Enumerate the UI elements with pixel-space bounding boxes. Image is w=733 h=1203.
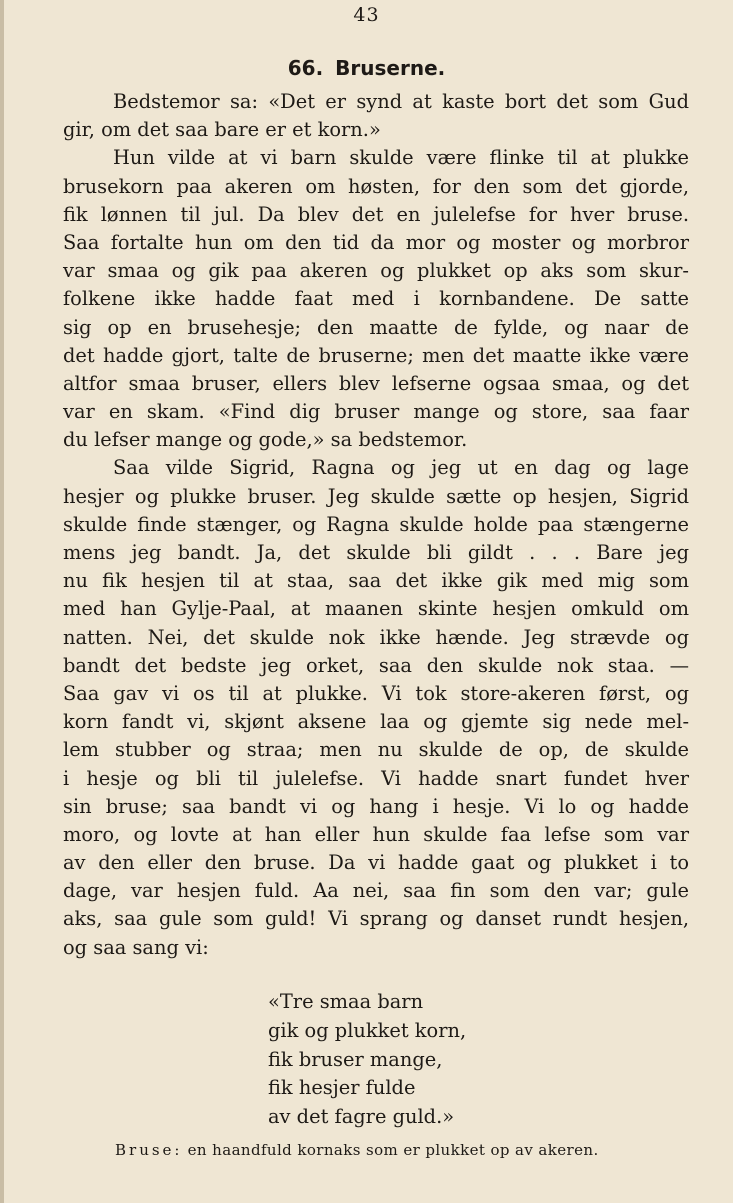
text-line: var smaa og gik paa akeren og plukket op aks som skur- xyxy=(63,259,689,283)
page-edge xyxy=(0,0,4,1203)
text-line: korn fandt vi, skjønt aksene laa og gjemte sig nede mel- xyxy=(63,710,689,734)
text-line: fik lønnen til jul. Da blev det en julelefse for hver bruse. xyxy=(63,202,689,226)
verse-line: fik bruser mange, xyxy=(268,1047,443,1071)
verse-line: «Tre smaa barn xyxy=(268,990,424,1013)
text-line: det hadde gjort, talte de bruserne; men det maatte ikke være xyxy=(63,343,689,367)
text-line: sin bruse; saa bandt vi og hang i hesje. Vi lo og hadde xyxy=(63,794,689,818)
text-line: Bedstemor sa: «Det er synd at kaste bort det som Gud xyxy=(113,90,689,113)
text-line: Hun vilde at vi barn skulde være flinke til at plukke xyxy=(113,146,689,170)
text-line: sig op en brusehesje; den maatte de fylde, og naar de xyxy=(63,315,689,339)
text-line: Saa fortalte hun om den tid da mor og moster og morbror xyxy=(63,230,689,254)
text-line: gir, om det saa bare er et korn.» xyxy=(63,118,381,142)
chapter-name: Bruserne. xyxy=(335,56,446,80)
text-line: av den eller den bruse. Da vi hadde gaat og plukket i to xyxy=(63,851,689,875)
footnote-term: Bruse: xyxy=(115,1141,183,1159)
text-line: nu fik hesjen til at staa, saa det ikke gik med mig som xyxy=(63,569,689,593)
text-line: og saa sang vi: xyxy=(63,935,209,959)
text-line: i hesje og bli til julelefse. Vi hadde snart fundet hver xyxy=(63,766,689,790)
verse-line: gik og plukket korn, xyxy=(268,1018,467,1042)
verse-line: fik hesjer fulde xyxy=(268,1076,416,1100)
text-line: altfor smaa bruser, ellers blev lefserne ogsaa smaa, og det xyxy=(63,371,689,395)
footnote-definition: en haandfuld kornaks som er plukket op av akeren. xyxy=(187,1141,599,1159)
text-line: bandt det bedste jeg orket, saa den skulde nok staa. — xyxy=(63,653,689,677)
text-line: med han Gylje-Paal, at maanen skinte hesjen omkuld om xyxy=(63,597,689,621)
text-line: hesjer og plukke bruser. Jeg skulde sætte op hesjen, Sigrid xyxy=(63,484,689,508)
text-line: Saa gav vi os til at plukke. Vi tok store-akeren først, og xyxy=(63,681,689,705)
text-line: var en skam. «Find dig bruser mange og store, saa faar xyxy=(63,400,689,424)
text-line: mens jeg bandt. Ja, det skulde bli gildt . . . Bare jeg xyxy=(63,541,689,564)
text-line: brusekorn paa akeren om høsten, for den som det gjorde, xyxy=(63,174,689,198)
verse xyxy=(268,988,466,1132)
text-line: moro, og lovte at han eller hun skulde faa lefse som var xyxy=(63,822,689,846)
chapter-title xyxy=(0,56,733,80)
text-line: du lefser mange og gode,» sa bedstemor. xyxy=(63,428,468,452)
text-line: aks, saa gule som guld! Vi sprang og danset rundt hesjen, xyxy=(63,907,689,931)
text-line: lem stubber og straa; men nu skulde de op, de skulde xyxy=(63,738,689,762)
text-line: Saa vilde Sigrid, Ragna og jeg ut en dag og lage xyxy=(113,456,689,480)
text-line: skulde finde stænger, og Ragna skulde holde paa stængerne xyxy=(63,512,689,536)
text-line: folkene ikke hadde faat med i kornbandene. De satte xyxy=(63,287,689,311)
text-line: dage, var hesjen fuld. Aa nei, saa fin som den var; gule xyxy=(63,879,689,903)
verse-line: av det fagre guld.» xyxy=(268,1105,455,1129)
page-number: 43 xyxy=(353,4,380,26)
chapter-number: 66. xyxy=(287,56,324,80)
footnote xyxy=(115,1141,675,1159)
text-line: natten. Nei, det skulde nok ikke hænde. Jeg strævde og xyxy=(63,625,689,649)
body-text xyxy=(63,88,689,962)
